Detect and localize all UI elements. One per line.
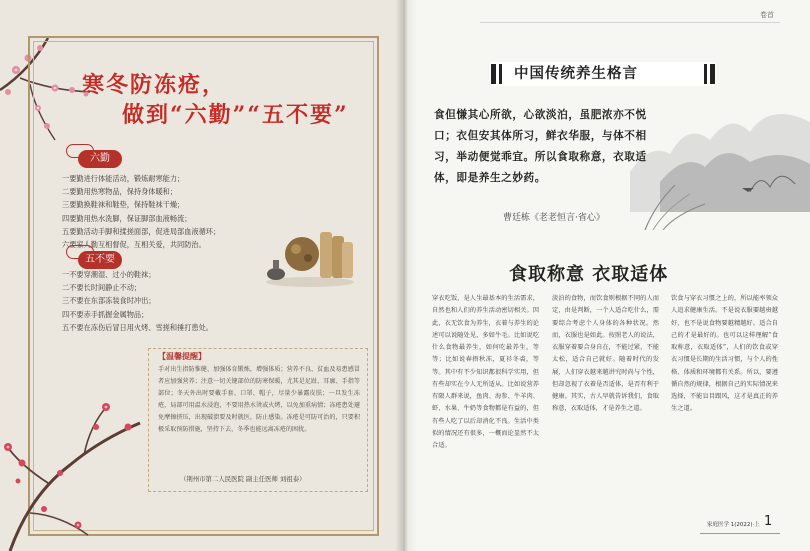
list-item: 五要勤活动手脚和揉搓面部，促进局部血液循环；	[62, 226, 221, 236]
tips-text: 手对出生指防惟健、加强体育锻炼，增强体质；营养不良、贫血及易患感冒者应加强营养；注意一切关键部位的防寒保暖，尤其是足趾、耳廓、手指等部位；冬天外出时要戴手套、口罩、帽子，尽量少暴露皮肤；一旦发生冻疮，局部可用温水浸泡，不要用热水烫或火烤，以免加重病情；冻疮患处避免摩擦挤压，出现破溃要及时就医，防止感染。冻疮是可防可治的，只要积极采取预防措施，坚持下去，冬季也能远离冻疮的困扰。	[158, 366, 360, 433]
section-tag-five-donts: 五不要	[78, 251, 122, 269]
list-item: 三要勤换鞋袜和鞋垫，保持鞋袜干燥；	[62, 200, 185, 210]
quote-attribution: 曹廷栋《老老恒言·省心》	[503, 213, 605, 223]
herbal-moxa-illustration	[262, 222, 357, 288]
plum-blossom-branch-bottom	[0, 385, 150, 551]
list-item: 三不要在东部冻装食时冲出；	[62, 296, 156, 306]
essay-column-3: 饮食与穿衣习惯之上的，所以能率领众人追求健康生活。不是说衣服要越贵越好，也不是说食物要越精越好。适合自己的才是最好的。也可以这样理解“食取称意，衣取适体”，人们的饮食或穿衣习惯是长期的生活习惯，与个人的性格、体质和环境都有关系。所以，要遵循自然的规律，根据自己的实际情况来选择，不能盲目跟风，这才是真正的养生之道。	[671, 295, 778, 413]
header-rule	[480, 22, 780, 23]
list-item: 一不要穿潮湿、过小的鞋袜；	[62, 270, 156, 279]
essay-column-1: 穿衣吃饭，是人生最基本的生活需求，自然也和人们的养生活动密切相关。因此，衣无饮食为养生，衣着与养生的论述可以说随处见，多如牛毛。比如说吃什么食物最养生，如何吃最养生，等等；比如说春捂秋冻，夏衫冬裘，等等。其中有不少知识都很科学实用，但有些却实在令人无所适从。比如说营养有限人群来说，鱼肉、海参、牛羊肉、虾、水果、牛奶等食物都是有益的，但有些人吃了以后却消化不良。生活中类似的情况还有很多，一概而论显然不太合适。	[432, 295, 539, 449]
page-number: 1	[764, 514, 773, 529]
book-spine-shadow	[395, 0, 417, 551]
list-item: 二要勤用热寒物品，保持身体暖和；	[62, 187, 178, 197]
six-diligences-list	[62, 172, 220, 251]
list-item: 一要勤进行体能活动，锻炼耐寒能力；	[62, 174, 185, 183]
article-title-line1: 寒冬防冻疮，	[82, 72, 227, 98]
classic-quote: 食但慊其心所欲，心欲淡泊，虽肥浓亦不悦口；衣但安其体所习，鲜衣华服，与体不相习，举动便觉乖宜。所以食取称意，衣取适体，即是养生之妙药。	[434, 109, 647, 184]
list-item: 二不要长时间静止不动；	[62, 283, 142, 293]
list-item: 四不要赤手抓握金属物品；	[62, 309, 149, 319]
tips-credit: （荆州市第二人民医院 副主任医师 刘祖泰）	[180, 475, 306, 483]
footer-journal: 家庭医学 1(2022)·上	[707, 522, 760, 528]
footer-rule	[700, 533, 780, 534]
tips-title: 【温馨提醒】	[158, 352, 206, 361]
article-title-line2: 做到“六勤”“五不要”	[122, 102, 349, 128]
section-tag-six-diligences: 六勤	[78, 150, 122, 168]
essay-title: 食取称意 衣取适体	[509, 264, 669, 285]
section-label: 卷首	[760, 11, 774, 19]
list-item: 五不要在冻伤后冒日用火烤、雪搓和捶打患处。	[62, 322, 213, 332]
five-donts-list	[62, 268, 213, 334]
banner-title: 中国传统养生格言	[514, 66, 638, 82]
list-item: 四要勤用热水洗脚，保证脚部血液畅流；	[62, 213, 192, 223]
essay-column-2: 淡泊的食物，而饮食则根据不同的人而定，由是判断，一个人适合吃什么，需要综合考虑个人身体的各种状况。然而，衣服也是如此。按照老人的说法，衣服穿着要合身自在，不能过紧，不能太松，适合自己就好。随着时代的发展，人们穿衣越来越讲究时尚与个性，但却忽视了衣着是否适体，是否有利于健康。其实，古人早就告诉我们，食取称意，衣取适体，才是养生之道。	[552, 295, 659, 413]
list-item: 六要家人勤互相督促，互相关爱，共同防治。	[62, 240, 206, 250]
right-page	[405, 0, 810, 551]
